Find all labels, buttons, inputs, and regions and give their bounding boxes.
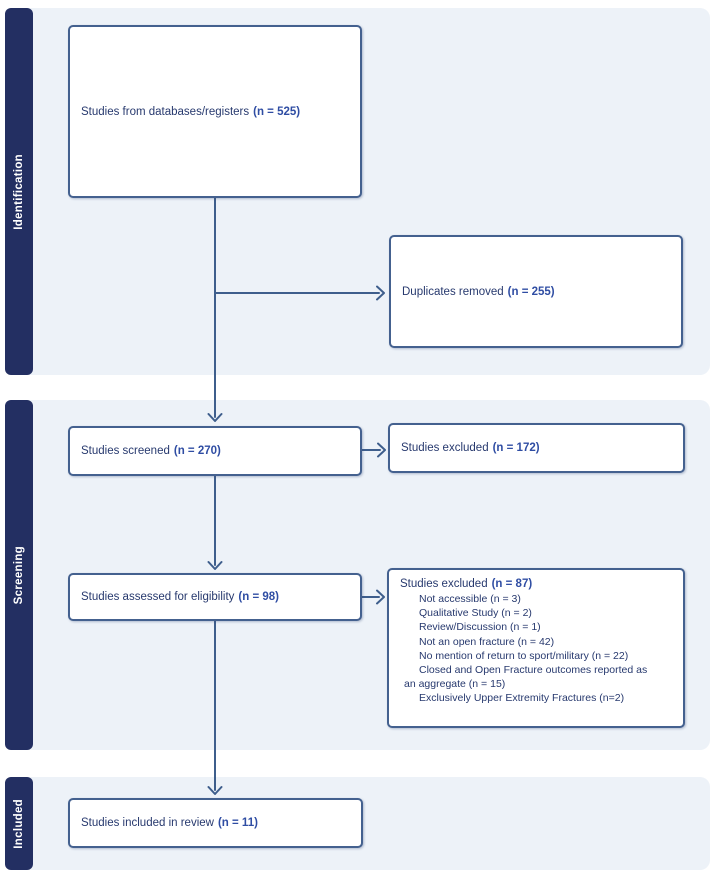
box-duplicates-removed [389,235,683,348]
box-label [401,442,540,454]
screening-label: Screening [13,545,25,605]
exclusion-reason: Not an open fracture (n = 42) [419,635,555,648]
box-count: (n = 172) [492,442,540,454]
box-count: (n = 87) [491,578,533,590]
exclusion-reason: Qualitative Study (n = 2) [419,607,532,620]
box-text: Studies excluded [401,442,489,454]
box-count: (n = 98) [238,591,280,603]
included-sidebar-bar [5,777,33,870]
box-count: (n = 270) [173,445,221,457]
exclusion-reason: Closed and Open Fracture outcomes reported as [419,664,648,677]
box-studies-excluded-screening [388,423,685,473]
box-studies-screened [68,426,362,476]
exclusion-reason: No mention of return to sport/military (n = 22) [419,649,629,662]
box-studies-excluded-eligibility [387,568,685,728]
identification-label: Identification [13,153,25,230]
box-label [81,106,300,118]
exclusion-reason-continuation: an aggregate (n = 15) [404,678,506,691]
included-label: Included [13,798,25,849]
screening-sidebar-bar [5,400,33,750]
exclusion-reason: Review/Discussion (n = 1) [419,621,541,634]
box-text: Studies assessed for eligibility [81,591,235,603]
box-count: (n = 11) [217,817,258,829]
box-label [81,817,258,829]
box-studies-from-databases [68,25,362,198]
box-text: Studies screened [81,445,170,457]
box-label [81,445,221,457]
box-studies-assessed-eligibility [68,573,362,621]
identification-sidebar-bar [5,8,33,375]
box-text: Studies included in review [81,817,214,829]
box-label [81,591,279,603]
box-studies-included-review [68,798,363,848]
exclusion-reason: Exclusively Upper Extremity Fractures (n=2) [419,692,625,705]
box-text: Studies from databases/registers [81,105,250,118]
exclusion-reason: Not accessible (n = 3) [419,593,521,605]
box-label [402,286,555,298]
box-text: Studies excluded [400,578,488,590]
box-count: (n = 525) [253,105,301,118]
box-count: (n = 255) [507,285,555,298]
box-label [400,577,677,592]
box-text: Duplicates removed [402,285,504,298]
